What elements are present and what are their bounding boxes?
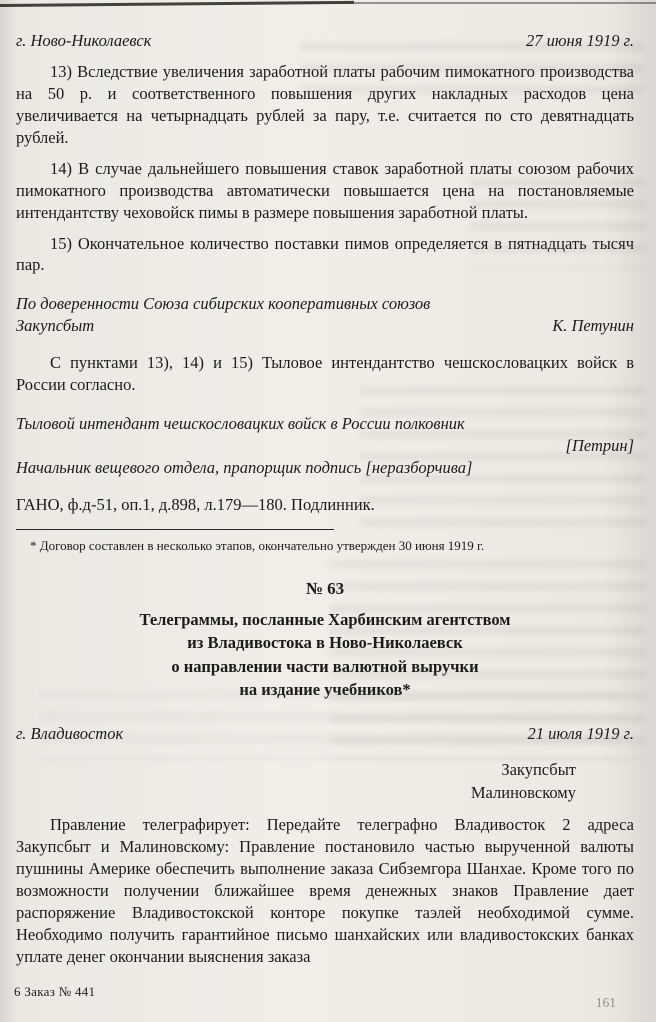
footnote-divider [16,529,334,530]
paragraph-13: 13) Вследствие увеличения заработной платы рабочим пимокатного производства на 50 р. и соответственного повышения других накладных расходов цена увеличивается на четырнадцать рублей за пару, т.е. считается по сто девятнадцать рублей. [16,61,634,147]
signature1-name: [Петрин] [565,436,634,456]
attribution-org: Закупсбыт [16,316,95,336]
dateline-doc62 [16,30,634,52]
addressee-block [16,759,634,804]
place-doc62: г. Ново-Николаевск [16,31,152,50]
date-doc63: 21 июля 1919 г. [527,724,634,744]
attribution-block [16,293,634,337]
document-title-line-3: о направлении части валютной выручки [171,656,479,676]
signature2-text: Начальник вещевого отдела, прапорщик подпись [неразборчива] [16,458,473,477]
agreement-paragraph: С пунктами 13), 14) и 15) Тыловое интендантство чешскословацких войск в России согласно. [16,353,634,395]
document-title-line-1: Телеграммы, посланные Харбинским агентством [139,609,511,629]
paragraph-14: 14) В случае дальнейшего повышения ставок заработной платы союзом рабочих пимокатного производства автоматически повышается цена на постановляемые интендантству чеховойск пимы в размере повышения заработной платы. [16,158,634,222]
document-title-line-4: на издание учебников* [239,680,411,700]
signature1-text: Тыловой интендант чешскословацких войск в России полковник [16,414,465,434]
document-body: Правление телеграфирует: Передайте телеграфно Владивосток 2 адреса Закупсбыт и Малиновскому: Правление постановило частью вырученной валюты пушнины Америке обеспечить выполнение заказа Сибземгора Шанхае. Кроме того по возможности получении ближайшее время денежных знаков Правление дает распоряжение Владивостокской конторе покупке таэлей необходимой сумме. Необходимо получить гарантийное письмо шанхайских или владивостокских банках уплате денег окончании выяснения заказа [16,814,634,966]
addressee-line-2: Малиновскому [470,782,576,802]
footnote-text: * Договор составлен в несколько этапов, окончательно утвержден 30 июня 1919 г. [30,537,485,553]
page-number: 161 [595,995,616,1011]
attribution-line: По доверенности Союза сибирских кооперативных союзов [16,294,431,314]
signatures-block [16,413,634,479]
scan-artifact-top-line-2 [300,2,656,4]
document-title [16,608,634,702]
paragraph-15: 15) Окончательное количество поставки пимов определяется в пятнадцать тысяч пар. [16,233,634,275]
place-doc63: г. Владивосток [16,724,124,744]
dateline-doc63 [16,723,634,745]
document-number: № 63 [305,579,345,599]
archive-reference: ГАНО, ф.д-51, оп.1, д.898, л.179—180. Подлинник. [16,494,375,514]
document-title-line-2: из Владивостока в Ново-Николаевск [187,633,463,653]
date-doc62: 27 июня 1919 г. [526,31,634,50]
print-order-note: 6 Заказ № 441 [14,983,96,999]
addressee-line-1: Закупсбыт [501,760,576,780]
attribution-name: К. Петунин [552,316,634,336]
